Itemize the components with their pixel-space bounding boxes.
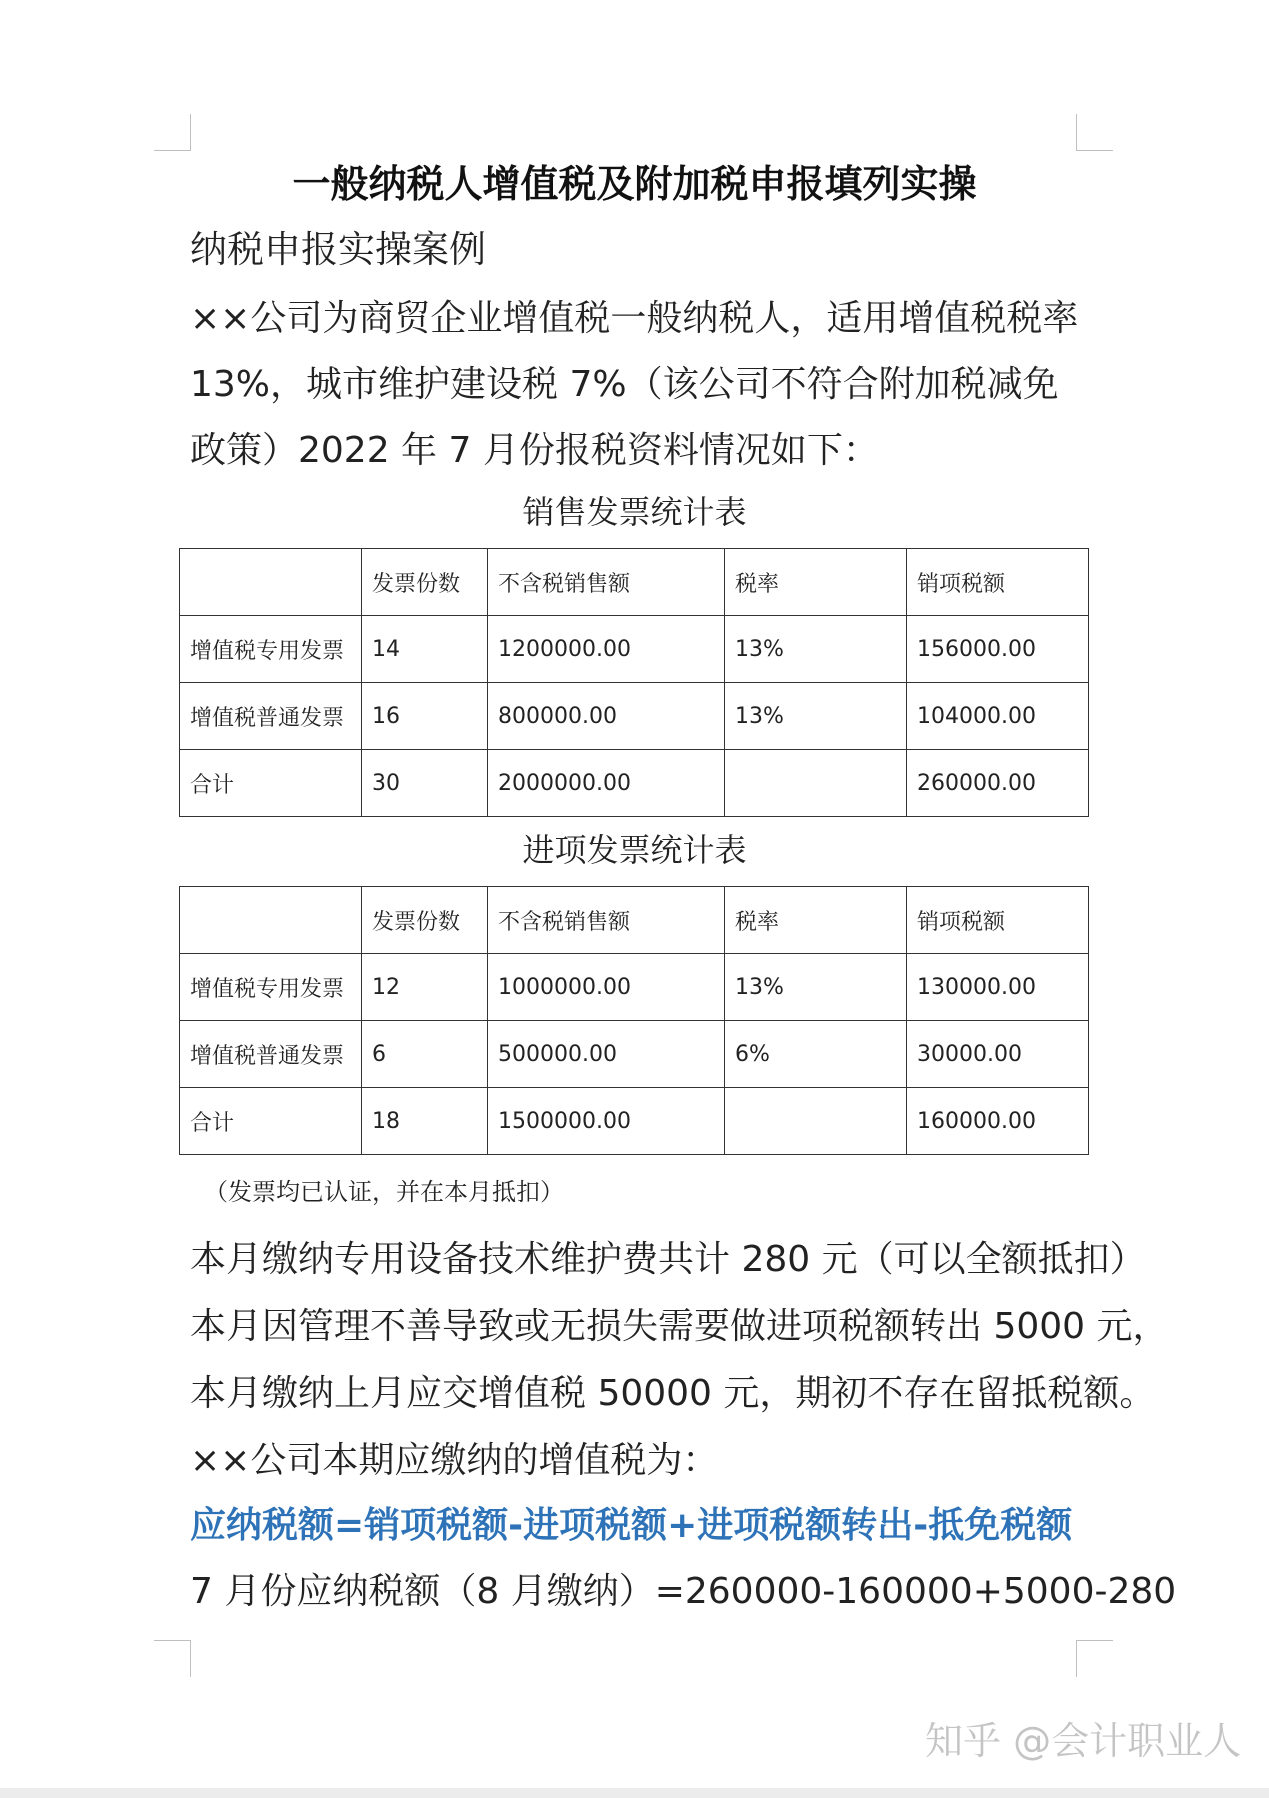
table-header-cell: 不含税销售额 bbox=[488, 887, 725, 954]
table-header-cell bbox=[180, 887, 362, 954]
table-cell bbox=[725, 750, 907, 817]
watermark: 知乎 @会计职业人 bbox=[925, 1719, 1242, 1763]
paragraph-line: 本月因管理不善导致或无损失需要做进项税额转出 5000 元， bbox=[190, 1306, 1169, 1347]
tax-calculation: 7 月份应纳税额（8 月缴纳）=260000-160000+5000-280 bbox=[190, 1571, 1177, 1612]
table-row bbox=[180, 750, 1089, 817]
table-row bbox=[180, 1088, 1089, 1155]
table-cell: 13% bbox=[725, 683, 907, 750]
invoice-note: （发票均已认证，并在本月抵扣） bbox=[204, 1178, 564, 1206]
page-corner-mark bbox=[1076, 114, 1113, 151]
table-cell: 6% bbox=[725, 1021, 907, 1088]
paragraph-line: 本月缴纳上月应交增值税 50000 元，期初不存在留抵税额。 bbox=[190, 1373, 1156, 1414]
table-cell: 30000.00 bbox=[907, 1021, 1089, 1088]
section-subtitle: 纳税申报实操案例 bbox=[190, 228, 486, 271]
document-title: 一般纳税人增值税及附加税申报填列实操 bbox=[292, 162, 977, 206]
table-cell: 增值税普通发票 bbox=[180, 1021, 362, 1088]
table-cell: 13% bbox=[725, 616, 907, 683]
table-row bbox=[180, 616, 1089, 683]
table-cell: 30 bbox=[362, 750, 488, 817]
purchase-table-caption: 进项发票统计表 bbox=[522, 831, 747, 869]
sales-table-caption: 销售发票统计表 bbox=[522, 493, 747, 531]
table-cell bbox=[725, 1088, 907, 1155]
table-cell: 104000.00 bbox=[907, 683, 1089, 750]
table-cell: 130000.00 bbox=[907, 954, 1089, 1021]
table-cell: 500000.00 bbox=[488, 1021, 725, 1088]
table-cell: 6 bbox=[362, 1021, 488, 1088]
table-cell: 增值税普通发票 bbox=[180, 683, 362, 750]
table-cell: 14 bbox=[362, 616, 488, 683]
table-row bbox=[180, 1021, 1089, 1088]
table-row bbox=[180, 683, 1089, 750]
table-cell: 260000.00 bbox=[907, 750, 1089, 817]
table-header-row bbox=[180, 887, 1089, 954]
table-cell: 合计 bbox=[180, 750, 362, 817]
table-cell: 1200000.00 bbox=[488, 616, 725, 683]
table-cell: 13% bbox=[725, 954, 907, 1021]
intro-paragraph: ××公司为商贸企业增值税一般纳税人，适用增值税税率 13%，城市维护建设税 7%（该公司不符合附加税减免政策）2022 年 7 月份报税资料情况如下： bbox=[190, 298, 1079, 471]
table-cell: 160000.00 bbox=[907, 1088, 1089, 1155]
page-bottom-edge bbox=[0, 1788, 1269, 1798]
table-header-cell: 销项税额 bbox=[907, 549, 1089, 616]
table-row bbox=[180, 954, 1089, 1021]
table-cell: 增值税专用发票 bbox=[180, 616, 362, 683]
table-header-cell: 发票份数 bbox=[362, 887, 488, 954]
page-corner-mark bbox=[154, 114, 191, 151]
table-cell: 800000.00 bbox=[488, 683, 725, 750]
table-header-cell: 不含税销售额 bbox=[488, 549, 725, 616]
table-header-cell bbox=[180, 549, 362, 616]
table-header-cell: 税率 bbox=[725, 549, 907, 616]
page-corner-mark bbox=[1076, 1640, 1113, 1677]
paragraph-line: 本月缴纳专用设备技术维护费共计 280 元（可以全额抵扣） bbox=[190, 1239, 1146, 1280]
table-cell: 增值税专用发票 bbox=[180, 954, 362, 1021]
sales-invoice-table bbox=[179, 548, 1089, 817]
table-header-cell: 税率 bbox=[725, 887, 907, 954]
tax-formula: 应纳税额=销项税额-进项税额+进项税额转出-抵免税额 bbox=[190, 1505, 1073, 1546]
table-cell: 2000000.00 bbox=[488, 750, 725, 817]
table-header-cell: 销项税额 bbox=[907, 887, 1089, 954]
table-cell: 156000.00 bbox=[907, 616, 1089, 683]
table-cell: 12 bbox=[362, 954, 488, 1021]
paragraph-line: ××公司本期应缴纳的增值税为： bbox=[190, 1440, 719, 1481]
table-cell: 18 bbox=[362, 1088, 488, 1155]
table-cell: 合计 bbox=[180, 1088, 362, 1155]
table-header-cell: 发票份数 bbox=[362, 549, 488, 616]
page-corner-mark bbox=[154, 1640, 191, 1677]
purchase-invoice-table bbox=[179, 886, 1089, 1155]
table-header-row bbox=[180, 549, 1089, 616]
table-cell: 1500000.00 bbox=[488, 1088, 725, 1155]
table-cell: 1000000.00 bbox=[488, 954, 725, 1021]
table-cell: 16 bbox=[362, 683, 488, 750]
